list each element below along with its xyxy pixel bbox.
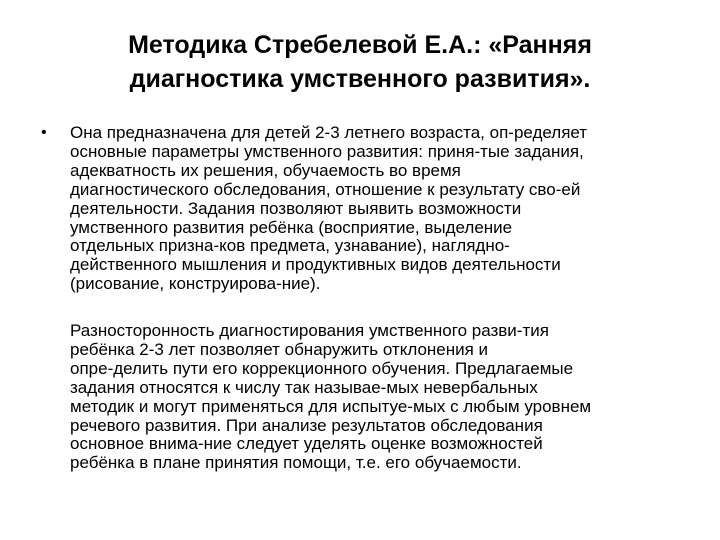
paragraph-line: задания относятся к числу так называе-мых невербальных: [70, 377, 538, 397]
bullet-marker: •: [41, 124, 47, 141]
paragraph-line: (рисование, конструирова-ние).: [70, 274, 321, 294]
title-line: Методика Стребелевой Е.А.: «Ранняя: [128, 31, 592, 59]
slide-title: [60, 28, 660, 96]
paragraph-line: адекватность их решения, обучаемость во время: [70, 160, 461, 180]
paragraph-diagnostics-versatility: [70, 322, 720, 473]
paragraph-line: основное внима-ние следует уделять оценке возможностей: [70, 434, 543, 454]
paragraph-line: действенного мышления и продуктивных видов деятельности: [70, 255, 561, 275]
paragraph-line: опре-делить пути его коррекционного обучения. Предлагаемые: [70, 358, 574, 378]
title-line: диагностика умственного развития».: [129, 65, 591, 93]
paragraph-line: деятельности. Задания позволяют выявить возможности: [70, 198, 522, 218]
paragraph-line: методик и могут применяться для испытуе-мых с любым уровнем: [70, 396, 592, 416]
paragraph-line: ребёнка 2-3 лет позволяет обнаружить отклонения и: [70, 339, 489, 359]
paragraph-line: диагностического обследования, отношение к результату сво-ей: [70, 179, 581, 199]
paragraph-method-description: [70, 124, 720, 294]
paragraph-line: основные параметры умственного развития: приня-тые задания,: [70, 141, 584, 161]
paragraph-line: ребёнка в плане принятия помощи, т.е. его обучаемости.: [70, 453, 522, 473]
paragraph-line: умственного развития ребёнка (восприятие, выделение: [70, 217, 513, 237]
paragraph-line: Разносторонность диагностирования умственного разви-тия: [70, 321, 549, 340]
paragraph-line: отдельных призна-ков предмета, узнавание), наглядно-: [70, 236, 510, 256]
paragraph-line: речевого развития. При анализе результатов обследования: [70, 415, 543, 435]
paragraph-line: Она предназначена для детей 2-3 летнего возраста, оп-ределяет: [70, 123, 588, 142]
